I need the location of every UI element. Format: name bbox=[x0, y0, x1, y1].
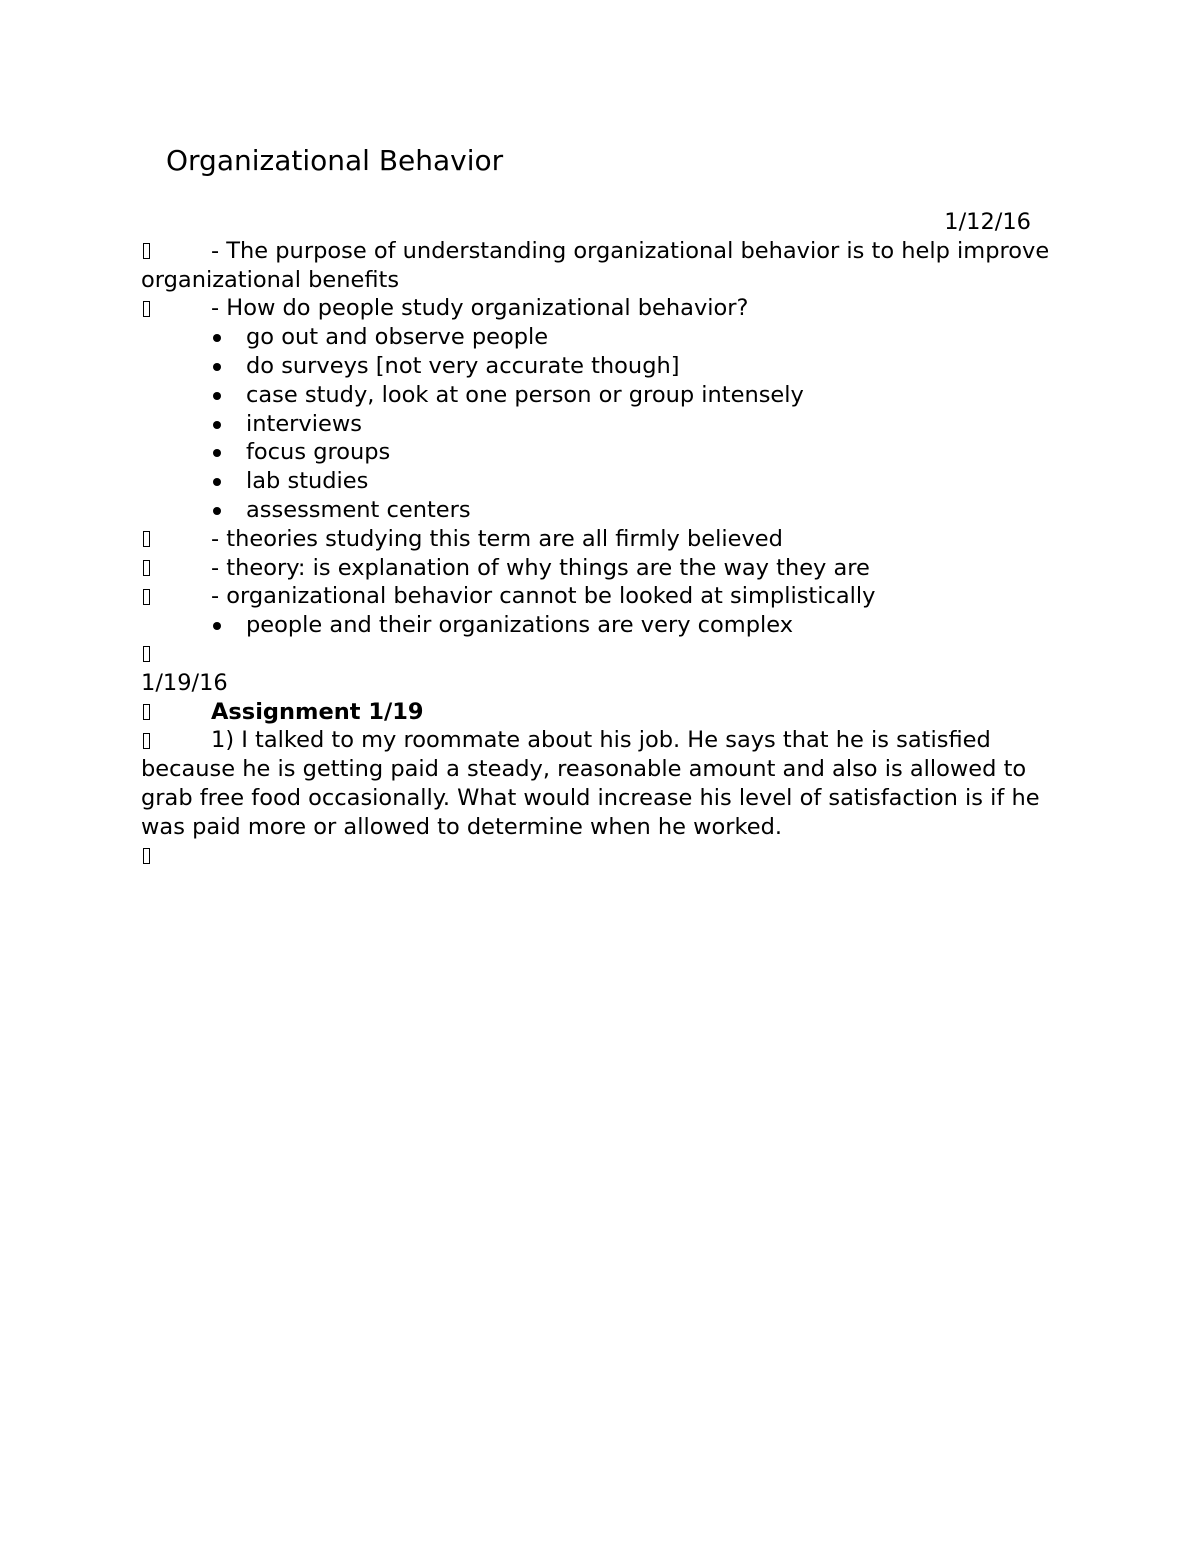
note-line bbox=[141, 525, 1061, 554]
bullet-item bbox=[141, 496, 1061, 525]
bullet-dot-icon bbox=[213, 478, 221, 486]
empty-note-line bbox=[141, 842, 1061, 871]
bullet-dot-icon bbox=[213, 507, 221, 515]
missing-glyph-icon bbox=[141, 698, 155, 727]
bullet-text: interviews bbox=[246, 410, 362, 437]
missing-glyph-icon bbox=[141, 842, 155, 871]
date-line: 1/19/16 bbox=[141, 669, 228, 696]
bullet-item bbox=[141, 352, 1061, 381]
note-text: - theories studying this term are all firmly believed bbox=[211, 525, 783, 552]
missing-glyph-icon bbox=[141, 640, 155, 669]
empty-note-line bbox=[141, 640, 1061, 669]
bullet-dot-icon bbox=[213, 334, 221, 342]
bullet-item bbox=[141, 611, 1061, 640]
missing-glyph-icon bbox=[141, 582, 155, 611]
missing-glyph-icon bbox=[141, 294, 155, 323]
bullet-item bbox=[141, 381, 1061, 410]
note-line bbox=[141, 554, 1061, 583]
bullet-text: assessment centers bbox=[246, 496, 471, 523]
document-title: Organizational Behavior bbox=[166, 144, 504, 177]
assignment-heading: Assignment 1/19 bbox=[211, 698, 424, 725]
bullet-text: case study, look at one person or group intensely bbox=[246, 381, 804, 408]
date-line: 1/12/16 bbox=[944, 209, 1031, 235]
note-line bbox=[141, 237, 1061, 295]
missing-glyph-icon bbox=[141, 237, 155, 266]
missing-glyph-icon bbox=[141, 525, 155, 554]
bullet-text: focus groups bbox=[246, 439, 391, 466]
note-line bbox=[141, 294, 1061, 323]
bullet-item bbox=[141, 410, 1061, 439]
note-text: - organizational behavior cannot be looked at simplistically bbox=[211, 583, 876, 610]
bullet-dot-icon bbox=[213, 392, 221, 400]
note-line bbox=[141, 698, 1061, 727]
missing-glyph-icon bbox=[141, 554, 155, 583]
note-text: - The purpose of understanding organizational behavior is to help improve organizational benefits bbox=[141, 237, 1050, 293]
bullet-dot-icon bbox=[213, 421, 221, 429]
bullet-dot-icon bbox=[213, 363, 221, 371]
bullet-text: lab studies bbox=[246, 468, 369, 495]
document-body bbox=[141, 208, 1061, 870]
bullet-dot-icon bbox=[213, 622, 221, 630]
bullet-text: do surveys [not very accurate though] bbox=[246, 352, 680, 379]
bullet-item bbox=[141, 467, 1061, 496]
note-text: 1) I talked to my roommate about his job. He says that he is satisfied because he is getting paid a steady, reasonable amount and also is allowed to grab free food occasionally. What would increase his level of satisfaction is if he was paid more or allowed to determine when he worked. bbox=[141, 727, 1040, 840]
bullet-dot-icon bbox=[213, 449, 221, 457]
bullet-text: people and their organizations are very complex bbox=[246, 612, 794, 639]
bullet-text: go out and observe people bbox=[246, 324, 549, 351]
note-text: - How do people study organizational behavior? bbox=[211, 295, 749, 322]
note-line bbox=[141, 582, 1061, 611]
note-line bbox=[141, 726, 1061, 841]
note-text: - theory: is explanation of why things are the way they are bbox=[211, 554, 870, 581]
bullet-item bbox=[141, 438, 1061, 467]
missing-glyph-icon bbox=[141, 726, 155, 755]
bullet-item bbox=[141, 323, 1061, 352]
